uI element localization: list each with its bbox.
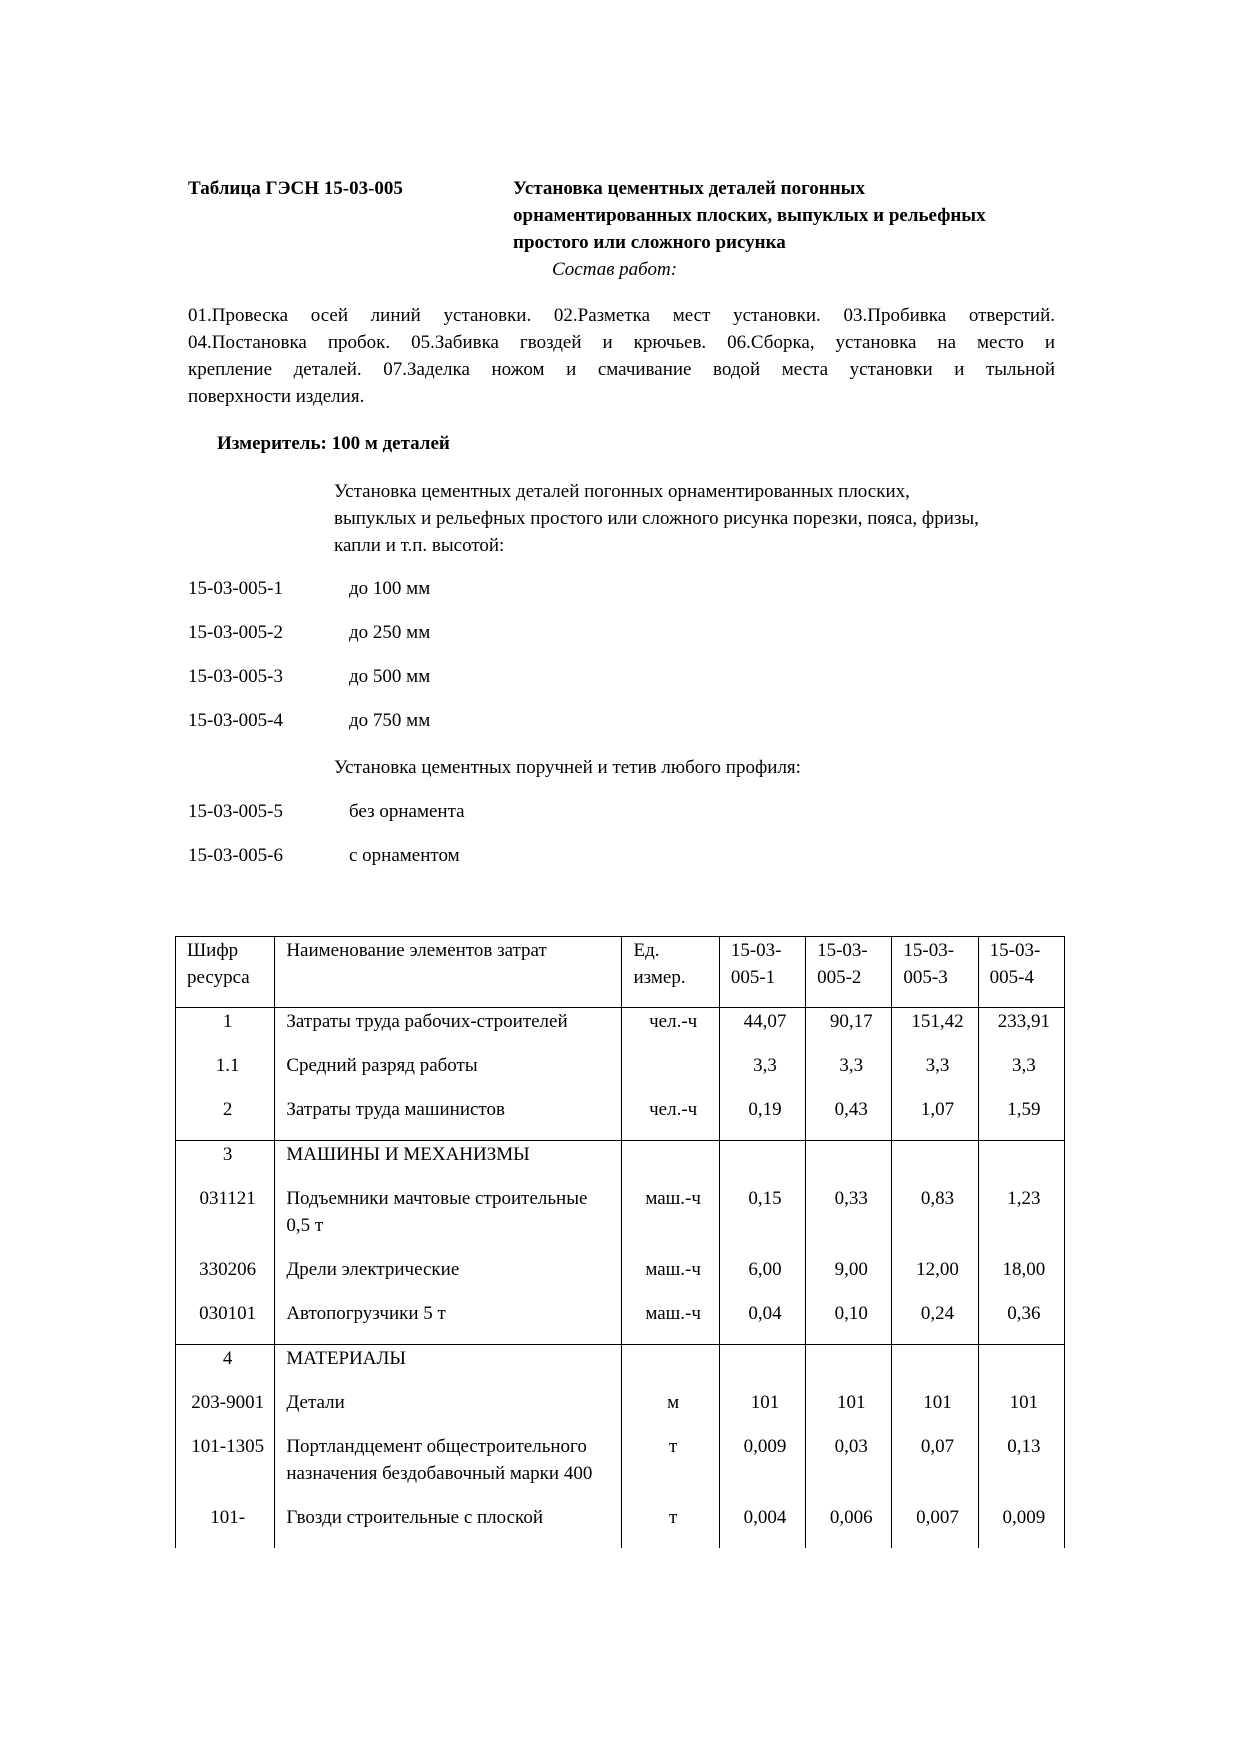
- table-row: [176, 1433, 1065, 1504]
- table-row: [176, 1008, 1065, 1053]
- cell-value: 90,17: [806, 1008, 892, 1053]
- cell-value: 233,91: [978, 1008, 1064, 1053]
- table-row: [176, 1504, 1065, 1548]
- work-composition-line: 01.Провеска осей линий установки. 02.Разметка мест установки. 03.Пробивка отверстий.: [188, 305, 1055, 326]
- table-header-row: [176, 937, 1065, 1008]
- cell-value: 0,006: [806, 1504, 892, 1548]
- cell-value: 6,00: [719, 1256, 805, 1300]
- work-composition-text: [188, 302, 1055, 410]
- cell-value: 151,42: [892, 1008, 978, 1053]
- cell-code: 1.1: [176, 1052, 275, 1096]
- group1-description-line: выпуклых и рельефных простого или сложного рисунка порезки, пояса, фризы,: [334, 508, 979, 529]
- cell-unit: т: [622, 1433, 719, 1504]
- work-composition-line: крепление деталей. 07.Заделка ножом и смачивание водой места установки и тыльной: [188, 359, 1055, 380]
- group1-description-line: Установка цементных деталей погонных орнаментированных плоских,: [334, 481, 910, 502]
- cell-value: 3,3: [978, 1052, 1064, 1096]
- item-code: 15-03-005-6: [188, 845, 283, 866]
- cell-value: 0,009: [978, 1504, 1064, 1548]
- cell-code: 330206: [176, 1256, 275, 1300]
- cell-value: 0,24: [892, 1300, 978, 1345]
- section-title: МАШИНЫ И МЕХАНИЗМЫ: [275, 1141, 622, 1186]
- table-section-row: [176, 1345, 1065, 1390]
- item-name: без орнамента: [349, 801, 465, 822]
- cell-code: 2: [176, 1096, 275, 1141]
- table-row: [176, 1052, 1065, 1096]
- cell-code: 031121: [176, 1185, 275, 1256]
- cell-value: 9,00: [806, 1256, 892, 1300]
- cell-value: 0,007: [892, 1504, 978, 1548]
- table-row: [176, 1300, 1065, 1345]
- cell-value: 0,04: [719, 1300, 805, 1345]
- cell-value: 1,59: [978, 1096, 1064, 1141]
- cell-code: 203-9001: [176, 1389, 275, 1433]
- cell-value: 0,13: [978, 1433, 1064, 1504]
- cell-value: 0,36: [978, 1300, 1064, 1345]
- cell-code: 101-1305: [176, 1433, 275, 1504]
- header-code: Шифр ресурса: [176, 937, 275, 1008]
- item-name: до 750 мм: [349, 710, 431, 731]
- cell-unit: чел.-ч: [622, 1096, 719, 1141]
- cell-value: 101: [719, 1389, 805, 1433]
- cell-unit: т: [622, 1504, 719, 1548]
- table-title-line: простого или сложного рисунка: [513, 232, 786, 253]
- cell-value: 0,15: [719, 1185, 805, 1256]
- cell-code: 3: [176, 1141, 275, 1186]
- cell-value: 101: [892, 1389, 978, 1433]
- cell-value: 0,07: [892, 1433, 978, 1504]
- group2-description: Установка цементных поручней и тетив любого профиля:: [334, 757, 801, 778]
- header-name: Наименование элементов затрат: [275, 937, 622, 1008]
- cell-name: Гвозди строительные с плоской: [275, 1504, 622, 1548]
- table-section-row: [176, 1141, 1065, 1186]
- cell-value: 0,43: [806, 1096, 892, 1141]
- cell-name: Затраты труда рабочих-строителей: [275, 1008, 622, 1053]
- cell-name: Портландцемент общестроительного назначения бездобавочный марки 400: [275, 1433, 622, 1504]
- header-unit: Ед. измер.: [622, 937, 719, 1008]
- table-title-line: орнаментированных плоских, выпуклых и рельефных: [513, 205, 986, 226]
- cell-value: 0,33: [806, 1185, 892, 1256]
- item-code: 15-03-005-2: [188, 622, 283, 643]
- cell-value: 3,3: [806, 1052, 892, 1096]
- cell-name: Средний разряд работы: [275, 1052, 622, 1096]
- cell-unit: маш.-ч: [622, 1300, 719, 1345]
- item-code: 15-03-005-1: [188, 578, 283, 599]
- cell-unit: м: [622, 1389, 719, 1433]
- item-code: 15-03-005-4: [188, 710, 283, 731]
- cell-value: 101: [806, 1389, 892, 1433]
- cell-value: 12,00: [892, 1256, 978, 1300]
- cell-value: 1,23: [978, 1185, 1064, 1256]
- cell-value: 0,03: [806, 1433, 892, 1504]
- cell-value: 3,3: [892, 1052, 978, 1096]
- group1-description-line: капли и т.п. высотой:: [334, 535, 505, 556]
- cell-code: 030101: [176, 1300, 275, 1345]
- cell-value: 0,83: [892, 1185, 978, 1256]
- table-id: Таблица ГЭСН 15-03-005: [188, 178, 403, 199]
- header-col1: 15-03- 005-1: [719, 937, 805, 1008]
- cell-value: 1,07: [892, 1096, 978, 1141]
- measure-unit: Измеритель: 100 м деталей: [217, 433, 450, 454]
- cell-value: 0,10: [806, 1300, 892, 1345]
- cell-value: 0,004: [719, 1504, 805, 1548]
- cell-value: 18,00: [978, 1256, 1064, 1300]
- table-row: [176, 1389, 1065, 1433]
- cell-code: 4: [176, 1345, 275, 1390]
- cell-unit: маш.-ч: [622, 1185, 719, 1256]
- table-row: [176, 1096, 1065, 1141]
- item-name: до 250 мм: [349, 622, 431, 643]
- table-row: [176, 1185, 1065, 1256]
- item-code: 15-03-005-3: [188, 666, 283, 687]
- cell-unit: [622, 1052, 719, 1096]
- table-row: [176, 1256, 1065, 1300]
- item-name: до 500 мм: [349, 666, 431, 687]
- cell-code: 101-: [176, 1504, 275, 1548]
- section-title: МАТЕРИАЛЫ: [275, 1345, 622, 1390]
- cell-unit: чел.-ч: [622, 1008, 719, 1053]
- cell-value: 101: [978, 1389, 1064, 1433]
- table-title: [513, 175, 1073, 256]
- work-composition-line: 04.Постановка пробок. 05.Забивка гвоздей и крючьев. 06.Сборка, установка на место и: [188, 332, 1055, 353]
- header-col3: 15-03- 005-3: [892, 937, 978, 1008]
- cell-name: Затраты труда машинистов: [275, 1096, 622, 1141]
- resources-table: [175, 936, 1065, 1548]
- table-title-line: Установка цементных деталей погонных: [513, 178, 866, 199]
- item-name: с орнаментом: [349, 845, 460, 866]
- cell-name: Дрели электрические: [275, 1256, 622, 1300]
- cell-code: 1: [176, 1008, 275, 1053]
- composition-label: Состав работ:: [552, 259, 678, 280]
- cell-unit: маш.-ч: [622, 1256, 719, 1300]
- cell-value: 3,3: [719, 1052, 805, 1096]
- group1-description: [334, 478, 1054, 559]
- cell-name: Детали: [275, 1389, 622, 1433]
- cell-name: Подъемники мачтовые строительные 0,5 т: [275, 1185, 622, 1256]
- work-composition-line: поверхности изделия.: [188, 386, 365, 407]
- item-code: 15-03-005-5: [188, 801, 283, 822]
- header-col4: 15-03- 005-4: [978, 937, 1064, 1008]
- cell-value: 44,07: [719, 1008, 805, 1053]
- header-col2: 15-03- 005-2: [806, 937, 892, 1008]
- cell-value: 0,009: [719, 1433, 805, 1504]
- item-name: до 100 мм: [349, 578, 431, 599]
- cell-name: Автопогрузчики 5 т: [275, 1300, 622, 1345]
- cell-value: 0,19: [719, 1096, 805, 1141]
